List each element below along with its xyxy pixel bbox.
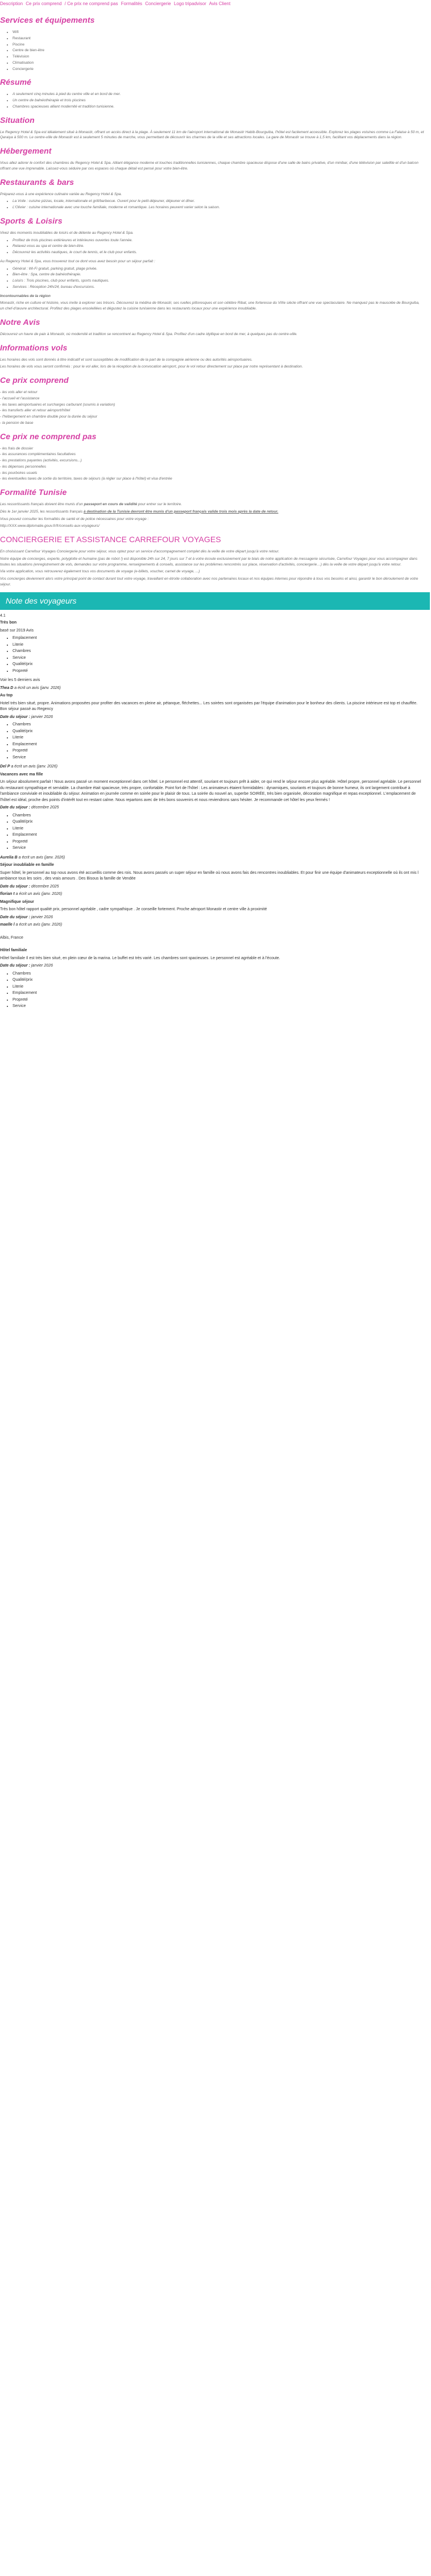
rating-score: 4.1 <box>0 613 6 618</box>
list-item: • Service <box>13 1004 424 1010</box>
list-item: • Emplacement <box>13 742 424 748</box>
review-text: Hotel très bien situé, propre. Animations proposées pour profiter des vacances en pleine air, pétanque, fléchettes... Les soirées sont organisées par l'équipe d'animation pour le bonheur des clients. La piscine intérieure est top et chauffée. Bon séjour passé au Regency <box>0 701 418 711</box>
based-on: basé sur 2019 Avis <box>0 628 34 633</box>
list-item: • Service <box>13 845 424 852</box>
formalite-p1-c: pour entrer sur le territoire. <box>137 502 182 506</box>
rating-label: Très bon <box>0 621 17 625</box>
sports-list-2 <box>0 266 424 290</box>
list-item: - les éventuelles taxes de sortie du territoire, taxes de séjours (à régler sur place à l'hôtel) et visa d'entrée <box>0 477 172 481</box>
ce-prix-comprend-list <box>0 390 424 426</box>
last-reviews-link[interactable]: Voir les 5 derniers avis <box>0 678 40 682</box>
list-item: • Emplacement <box>13 990 424 997</box>
ce-prix-ne-comprend-list <box>0 446 424 482</box>
sports-title: Sports & Loisirs <box>0 216 63 225</box>
review-criteria <box>0 971 424 1010</box>
list-item: • Bien-être : Spa, centre de balnéothérapie. <box>13 272 424 278</box>
review-author: Aurelia B <box>0 855 18 860</box>
list-item: • Découvrez les activités nautiques, le court de tennis, et le club pour enfants. <box>13 250 424 255</box>
review-date-label: Date du séjour : <box>0 884 30 889</box>
list-item: • Propreté <box>13 997 424 1004</box>
sports-list <box>0 238 424 255</box>
notes-banner: Note des voyageurs <box>0 592 430 610</box>
list-item: • Propreté <box>13 748 424 754</box>
region-text: Monastir, riche en culture et histoire, vous invite à explorer ses trésors. Découvrez la médina de Monastir, ses ruelles pittoresques et son célèbre Ribat, une forteresse du VIIIe siècle offrant une vue spectaculaire. Ne manquez pas le mausolée de Bourguiba, un chef-d'œuvre architectural. Profitez des plages ensoleillées et dégustez la cuisine tunisienne dans les restaurants locaux pour une expérience inoubliable. <box>0 301 420 311</box>
reviews-section <box>0 613 430 1010</box>
review-date-label: Date du séjour : <box>0 964 30 968</box>
review-wrote: a écrit un avis (janv. 2026) <box>10 765 58 769</box>
nav-link-tripadvisor-logo[interactable]: Logo tripadvisor <box>173 1 206 6</box>
review-date-label: Date du séjour : <box>0 915 30 919</box>
list-item: • Literie <box>13 642 424 649</box>
review-author-line <box>0 855 424 861</box>
nav-link-avis-client[interactable]: Avis Client <box>209 1 231 6</box>
situation-title: Situation <box>0 115 35 125</box>
informations-p2: Les horaires de vols vous seront confirmés : pour le vol aller, lors de la réception de la convocation aéroport, pour le vol retour directement sur place par notre représentant à destination. <box>0 365 303 369</box>
list-item: • Chambres <box>13 649 424 655</box>
nav-link-ce-prix-comprend[interactable]: Ce prix comprend <box>26 1 62 6</box>
review-author: maelle l <box>0 923 15 927</box>
review-date-value: décembre 2025 <box>30 884 59 889</box>
formalite-p1-b: passeport en cours de validité <box>84 502 138 506</box>
review-criteria <box>0 722 424 761</box>
list-item: - les dépenses personnelles <box>0 464 46 469</box>
nav-link-ce-prix-ne-comprend-pas[interactable]: / Ce prix ne comprend pas <box>64 1 118 6</box>
list-item: • Un centre de balnéothérapie et trois piscines <box>13 98 424 104</box>
notre-avis-text: Découvrez un havre de paix à Monastir, où modernité et tradition se rencontrent au Regency Hotel & Spa. Profitez d'un cadre idyllique en bord de mer, à quelques pas du centre-ville. <box>0 332 297 336</box>
review-author: Del P <box>0 765 10 769</box>
list-item: • Qualité/prix <box>13 662 424 668</box>
resume-title: Résumé <box>0 77 32 87</box>
list-item: • Centre de bien-être <box>13 48 424 53</box>
list-item: • Literie <box>13 826 424 832</box>
review-location: Albis, France <box>0 935 23 940</box>
review-title: Vacances avec ma fille <box>0 772 43 777</box>
list-item: - l'hébergement en chambre double pour la durée du séjour <box>0 415 98 419</box>
restaurants-title: Restaurants & bars <box>0 177 74 187</box>
restaurants-intro: Préparez-vous à une expérience culinaire variée au Regency Hotel & Spa. <box>0 192 122 196</box>
review-title: Magnifique séjour <box>0 899 34 904</box>
list-item: • La Voile : cuisine pizzas, locale, internationale et grill/barbecue. Ouvert pour le petit-déjeuner, déjeuner et dîner. <box>13 199 424 204</box>
criteria-list <box>0 635 424 674</box>
list-item: • Literie <box>13 735 424 741</box>
formalite-p1-a: Les ressortissants français doivent être munis d'un <box>0 502 84 506</box>
list-item: • Qualité/prix <box>13 977 424 984</box>
list-item: • Wifi <box>13 30 424 35</box>
formalite-title: Formalité Tunisie <box>0 488 67 497</box>
list-item: - la pension de base <box>0 420 34 425</box>
list-item: • Profitez de trois piscines extérieures et intérieures ouvertes toute l'année. <box>13 238 424 243</box>
services-list <box>0 30 424 72</box>
list-item: - les prestations payantes (activités, excursions...) <box>0 459 82 463</box>
list-item: • Conciergerie <box>13 67 424 72</box>
list-item: • Service <box>13 755 424 761</box>
list-item: - les taxes aéroportuaires et surcharges carburant (soumis à variation) <box>0 402 115 407</box>
review-date <box>0 715 424 721</box>
review-date <box>0 963 424 969</box>
list-item: • Literie <box>13 984 424 990</box>
restaurants-list <box>0 199 424 210</box>
notre-avis-title: Notre Avis <box>0 317 40 327</box>
list-item: • Service <box>13 655 424 662</box>
region-title: Incontournables de la région <box>0 294 51 298</box>
list-item: - les frais de dossier <box>0 446 34 451</box>
nav-link-description[interactable]: Description <box>0 1 23 6</box>
review-date-value: janvier 2026 <box>30 964 53 968</box>
list-item: • Chambres <box>13 971 424 977</box>
list-item: • Piscine <box>13 42 424 48</box>
list-item: • Climatisation <box>13 60 424 66</box>
review-date-label: Date du séjour : <box>0 806 30 810</box>
list-item: - les transferts aller et retour aéroport/hôtel <box>0 408 71 413</box>
list-item: • Loisirs : Trois piscines, club pour enfants, sports nautiques. <box>13 278 424 284</box>
list-item: • Emplacement <box>13 635 424 642</box>
list-item: • Chambres <box>13 722 424 728</box>
review-date-label: Date du séjour : <box>0 715 30 719</box>
nav-link-formalites[interactable]: Formalités <box>121 1 143 6</box>
list-item: • Général : Wi-Fi gratuit, parking gratuit, plage privée. <box>13 266 424 272</box>
review-title: Hôtel familiale <box>0 948 27 952</box>
review-wrote: a écrit un avis (janv. 2026) <box>14 923 63 927</box>
list-item: • Emplacement <box>13 832 424 839</box>
list-item: - les vols aller et retour <box>0 390 38 394</box>
review-date-value: décembre 2025 <box>30 806 59 810</box>
conciergerie-title: CONCIERGERIE ET ASSISTANCE CARREFOUR VOYAGES <box>0 535 221 544</box>
situation-text: Le Regency Hotel & Spa est idéalement situé à Monastir, offrant un accès direct à la plage. À seulement 11 km de l'aéroport international de Monastir Habib-Bourguiba, l'hôtel est facilement accessible. Explorez les plages voisines comme La Falaise à 50 m, et Qaraiya à 500 m. Le centre-ville de Monastir est à seulement 5 minutes de marche, vous permettant de découvrir les charmes de la ville et ses attractions locales. La gare de Monastir se trouve à 1,5 km, facilitant vos déplacements dans la région. <box>0 130 424 140</box>
ce-prix-comprend-title: Ce prix comprend <box>0 375 69 385</box>
review-author-line <box>0 922 424 928</box>
review-text: Hôtel familiale Il est très bien situé, en plein cœur de la marina. Le buffet est très varié. Les chambres sont spacieuses. Le personnel est agréable et à l'écoute. <box>0 956 280 960</box>
review-text: Super hôtel, le personnel au top nous avons été accueillis comme des rois. Nous avons passés un super séjour en famille où nous avons fais des rencontres inoubliables. Et pour finir une équipe d'animateurs exceptionnelle où ils ont mis l ambiance tous les soirs , des vrais amours . Des Bisous la famille de Vendée <box>0 870 418 881</box>
list-item: • Services : Réception 24h/24, bureau d'excursions. <box>13 284 424 290</box>
review-author-line <box>0 891 424 898</box>
list-item: • Chambres spacieuses alliant modernité et tradition tunisienne. <box>13 104 424 110</box>
conciergerie-p3: Via votre application, vous retrouverez également tous vos documents de voyage (e-billets, voucher, carnet de voyage, ...) <box>0 569 200 574</box>
list-item: • Qualité/prix <box>13 819 424 825</box>
resume-list <box>0 92 424 109</box>
formalite-link[interactable]: http://XXX.www.diplomatie.gouv.fr/fr/conseils-aux-voyageurs/ <box>0 524 100 529</box>
informations-vols-title: Informations vols <box>0 342 68 352</box>
formalite-p3: Vous pouvez consulter les formalités de santé et de police nécessaires pour votre voyage : <box>0 517 149 521</box>
hebergement-title: Hébergement <box>0 146 52 155</box>
review-criteria <box>0 813 424 852</box>
informations-p1: Les horaires des vols sont donnés à titre indicatif et sont susceptibles de modification de la part de la compagnie aérienne ou des autorités aéroportuaires. <box>0 357 253 362</box>
review-wrote: a écrit un avis (janv. 2026) <box>17 855 65 860</box>
hebergement-text: Vous allez adorer le confort des chambres du Regency Hotel & Spa. Alliant élégance moderne et touches traditionnelles tunisiennes, chaque chambre spacieuse dispose d'une salle de bains privative, d'un minibar, d'une télévision par satellite et d'un balcon offrant une vue imprenable. Laissez-vous séduire par ces espaces où chaque détail est pensé pour votre bien-être. <box>0 161 418 171</box>
list-item: - l'accueil et l'assistance <box>0 396 40 401</box>
review-title: Séjour inoubliable en famille <box>0 863 54 867</box>
review-date-value: janvier 2026 <box>30 915 53 919</box>
review-date-value: janvier 2026 <box>30 715 53 719</box>
section-nav <box>0 0 430 10</box>
sports-intro-2: Au Regency Hotel & Spa, vous trouverez tout ce dont vous avez besoin pour un séjour parfait : <box>0 259 155 263</box>
list-item: • Propreté <box>13 839 424 845</box>
list-item: - les pourboires usuels <box>0 470 38 475</box>
formalite-p2 <box>0 509 424 515</box>
nav-link-conciergerie[interactable]: Conciergerie <box>145 1 171 6</box>
review-wrote: a écrit un avis (janv. 2026) <box>13 686 61 690</box>
list-item: • Relaxez-vous au spa et centre de bien-être. <box>13 243 424 249</box>
list-item: • Télévision <box>13 54 424 60</box>
sports-intro: Vivez des moments inoubliables de loisirs et de détente au Regency Hotel & Spa. <box>0 230 134 235</box>
review-author-line <box>0 686 424 692</box>
list-item: • Chambres <box>13 813 424 819</box>
conciergerie-p2: Notre équipe de concierges, experte, polyglotte et humaine (pas de robot !) est disponible 24h sur 24, 7 jours sur 7 et à votre écoute exclusivement par le biais de notre application de messagerie sécurisée, Carrefour Voyages pour vous accompagner dans toutes les situations (enregistrement de vols, demandes sur votre programme, renseignements & conseils, assistance sur les problèmes rencontrés sur place, réservation d'activités, conciergerie…) dès la veille de votre départ jusqu'à votre retour. <box>0 556 417 567</box>
review-date <box>0 915 424 921</box>
review-title: Au top <box>0 693 13 697</box>
conciergerie-p4: Vos concierges deviennent alors votre principal point de contact durant tout votre voyage, travaillant en étroite collaboration avec nos partenaires locaux et nos équipes internes pour répondre à tous vos besoins et ainsi, garantir le bon déroulement de votre séjour. <box>0 577 418 587</box>
formalite-p2-a: Dès le 1er janvier 2025, les ressortissants français <box>0 509 84 514</box>
formalite-p1 <box>0 502 424 507</box>
conciergerie-p1: En choisissant Carrefour Voyages Conciergerie pour votre séjour, vous optez pour un service d'accompagnement complet dès la veille de votre départ jusqu'à votre retour. <box>0 550 280 554</box>
review-date <box>0 805 424 811</box>
services-title: Services et équipements <box>0 15 95 24</box>
review-author: Thea D <box>0 686 14 690</box>
review-author: florian t <box>0 892 15 896</box>
formalite-p2-b: à destination de la Tunisie devront être munis d'un passeport français valide trois mois après la date de retour. <box>84 509 279 514</box>
review-author-line <box>0 764 424 770</box>
review-wrote: a écrit un avis (janv. 2026) <box>14 892 63 896</box>
list-item: • A seulement cinq minutes à pied du centre ville et en bord de mer. <box>13 92 424 97</box>
ce-prix-ne-comprend-title: Ce prix ne comprend pas <box>0 431 97 441</box>
list-item: • Qualité/prix <box>13 729 424 735</box>
list-item: • L'Olivier : cuisine internationale avec une touche familiale, moderne et romantique. Les horaires peuvent varier selon la saison. <box>13 205 424 210</box>
review-date <box>0 884 424 890</box>
list-item: • Restaurant <box>13 36 424 42</box>
review-text: Un séjour absolument parfait ! Nous avons passé un moment exceptionnel dans cet hôtel. Le personnel est attentif, souriant et toujours prêt à aider, ce qui rend le séjour encore plus agréable. Hôtel propre, personnel agréable. Le personnel du restaurant sympathique et serviable. La chambre était spacieuse, très propre, confortable. Point fort de l'hôtel : Les animateurs étaient formidables : dynamiques, souriants et toujours de bonne humeur, ils ont largement contribué à l'ambiance conviviale et inoubliable du séjour. Animation en journée comme en soirée pour le plaisir de tous. La soirée du nouvel an, superbe SOIRÉE, très bien organisée, décoration magnifique et repas exceptionnel. L'emplacement de l'hôtel est idéal, proche des points d'intérêt tout en restant calme. Nous repartons avec de très bons souvenirs et nous reviendrons sans hésiter. Je recommande cet hôtel les yeux fermés ! <box>0 780 421 802</box>
list-item: • Propreté <box>13 668 424 675</box>
review-text: Très bon hôtel rapport qualité prix, personnel agréable , cadre sympathique . Je conseille fortement. Proche aéroport Monastir et centre ville à proximité <box>0 907 267 911</box>
list-item: - les assurances complémentaires facultatives <box>0 452 76 457</box>
